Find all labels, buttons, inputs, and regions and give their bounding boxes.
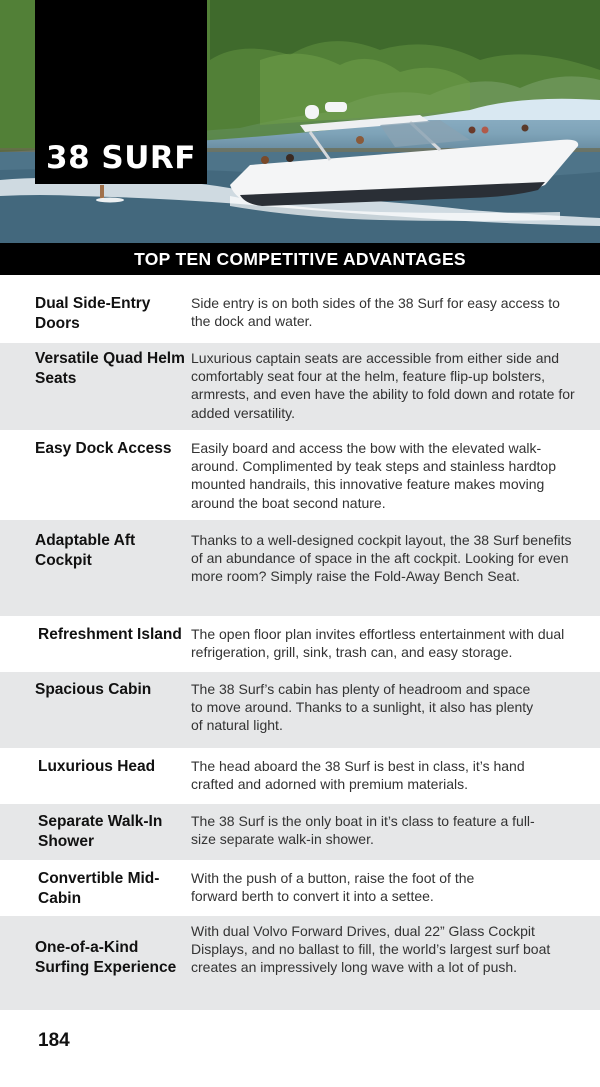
model-title-block (35, 0, 207, 184)
feature-description: Luxurious captain seats are accessible from either side and comfortably seat four at the helm, feature flip-up bolsters, armrests, and even have the ability to fold down and rotate for added versatility. (191, 350, 575, 421)
feature-description: The open floor plan invites effortless entertainment with dual refrigeration, grill, sink, trash can, and easy storage. (191, 626, 565, 661)
feature-description: Side entry is on both sides of the 38 Surf for easy access to the dock and water. (191, 295, 560, 330)
feature-description: With dual Volvo Forward Drives, dual 22” Glass Cockpit Displays, and no ballast to fill, the world’s largest surf boat creates an impressively long wave with a lot of push. (191, 923, 551, 976)
feature-label: Convertible Mid-Cabin (38, 870, 160, 907)
feature-label: Easy Dock Access (35, 440, 172, 457)
feature-label: Luxurious Head (38, 758, 156, 775)
table-row (0, 343, 600, 430)
table-row (0, 916, 600, 1010)
table-row (0, 616, 600, 672)
page-number: 184 (38, 1030, 70, 1051)
table-row (0, 860, 600, 916)
feature-label: Versatile Quad Helm Seats (35, 350, 185, 387)
feature-label: One-of-a-Kind Surfing Experience (35, 939, 177, 976)
advantages-table (0, 285, 600, 1010)
feature-description: Easily board and access the bow with the elevated walk-around. Complimented by teak steps and stainless hardtop mounted handrails, this innovative feature makes moving around the boat second nature. (191, 440, 556, 511)
table-row (0, 520, 600, 616)
feature-description: The head aboard the 38 Surf is best in class, it’s hand crafted and adorned with premium materials. (191, 758, 525, 793)
section-banner: TOP TEN COMPETITIVE ADVANTAGES (0, 243, 600, 275)
feature-label: Spacious Cabin (35, 681, 152, 698)
feature-label: Separate Walk-In Shower (38, 813, 163, 850)
feature-label: Dual Side-Entry Doors (35, 295, 151, 332)
table-row (0, 285, 600, 343)
feature-description: With the push of a button, raise the foot of the forward berth to convert it into a settee. (191, 870, 475, 905)
model-title: 38 SURF (46, 140, 196, 176)
table-row (0, 748, 600, 804)
hero-photo (0, 0, 600, 243)
table-row (0, 430, 600, 520)
feature-description: The 38 Surf is the only boat in it’s class to feature a full-size separate walk-in shower. (191, 813, 535, 848)
table-row (0, 672, 600, 748)
feature-label: Refreshment Island (38, 626, 182, 643)
feature-description: Thanks to a well-designed cockpit layout, the 38 Surf benefits of an abundance of space in the aft cockpit. Looking for even more room? Simply raise the Fold-Away Bench Seat. (191, 532, 572, 585)
feature-label: Adaptable Aft Cockpit (35, 532, 136, 569)
feature-description: The 38 Surf’s cabin has plenty of headroom and space to move around. Thanks to a sunlight, it also has plenty of natural light. (191, 681, 534, 734)
table-row (0, 804, 600, 860)
